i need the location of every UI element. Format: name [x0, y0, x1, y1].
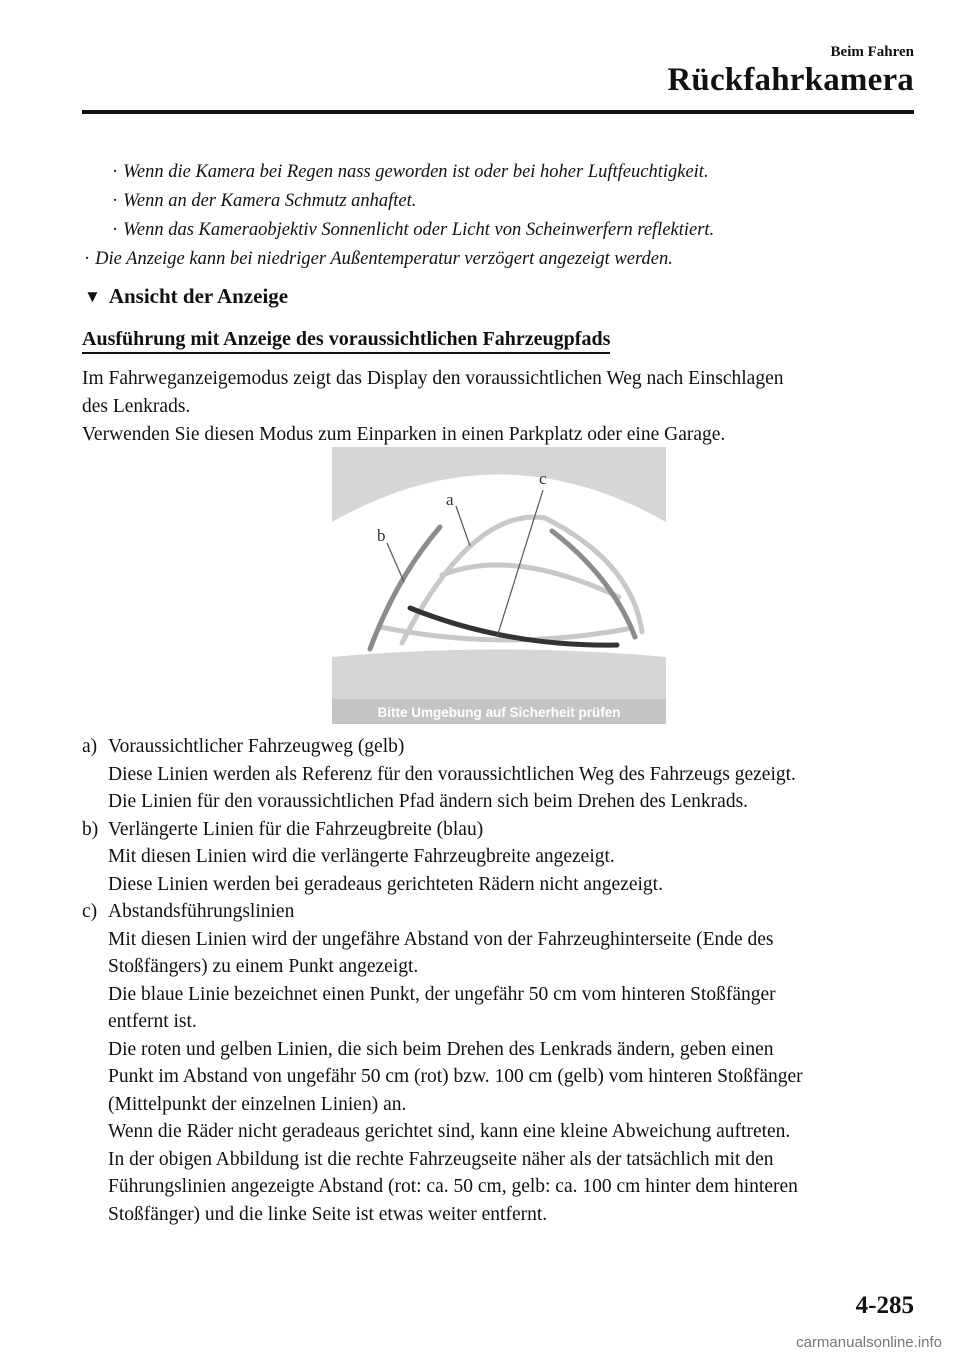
legend-line: Punkt im Abstand von ungefähr 50 cm (rot) bzw. 100 cm (gelb) vom hinteren Stoßfänger	[108, 1066, 803, 1087]
camera-display-figure	[332, 447, 666, 724]
legend-letter: c)	[82, 901, 98, 922]
header-rule	[82, 110, 914, 114]
legend-line: Mit diesen Linien wird die verlängerte Fahrzeugbreite angezeigt.	[108, 846, 615, 867]
section-heading-text: Ansicht der Anzeige	[108, 284, 289, 308]
legend-letter: a)	[82, 736, 98, 757]
watermark: carmanualsonline.info	[796, 1334, 942, 1351]
legend-item	[82, 733, 922, 816]
legend-line: Mit diesen Linien wird der ungefähre Abstand von der Fahrzeughinterseite (Ende des	[108, 928, 774, 950]
legend-line: entfernt ist.	[108, 1011, 197, 1032]
legend-item	[82, 898, 922, 1228]
note-text: Wenn das Kameraobjektiv Sonnenlicht oder Licht von Scheinwerfern reflektiert.	[123, 220, 715, 240]
legend-item	[82, 816, 922, 899]
note-text: Die Anzeige kann bei niedriger Außentemperatur verzögert angezeigt werden.	[95, 249, 673, 269]
callout-label-b: b	[377, 526, 386, 545]
legend-line: Stoßfängers) zu einem Punkt angezeigt.	[108, 956, 419, 977]
legend-line: (Mittelpunkt der einzelnen Linien) an.	[108, 1093, 407, 1115]
bullet-icon: ·	[112, 220, 119, 240]
legend-term: Verlängerte Linien für die Fahrzeugbreite (blau)	[108, 818, 484, 840]
legend-line: Die Linien für den voraussichtlichen Pfad ändern sich beim Drehen des Lenkrads.	[108, 791, 749, 812]
legend-line: Die roten und gelben Linien, die sich beim Drehen des Lenkrads ändern, geben einen	[108, 1038, 774, 1060]
screen-message: Bitte Umgebung auf Sicherheit prüfen	[377, 705, 621, 720]
intro-line: Verwenden Sie diesen Modus zum Einparken in einen Parkplatz oder eine Garage.	[82, 424, 726, 445]
callout-label-a: a	[446, 490, 454, 509]
callout-label-c: c	[539, 469, 547, 488]
legend-term: Abstandsführungslinien	[108, 901, 295, 922]
legend-line: Wenn die Räder nicht geradeaus gerichtet sind, kann eine kleine Abweichung auftreten.	[108, 1121, 791, 1142]
page-number: 4-285	[855, 1292, 914, 1319]
note-text: Wenn die Kamera bei Regen nass geworden ist oder bei hoher Luftfeuchtigkeit.	[123, 162, 709, 182]
page-title: Rückfahrkamera	[667, 62, 914, 98]
legend-letter: b)	[82, 818, 99, 840]
bullet-icon: ·	[112, 162, 119, 182]
note-item	[112, 160, 709, 184]
running-header-section: Beim Fahren	[830, 44, 914, 60]
intro-line: Im Fahrweganzeigemodus zeigt das Display den voraussichtlichen Weg nach Einschlagen	[82, 368, 784, 389]
bullet-icon: ·	[84, 249, 91, 269]
note-item	[84, 247, 673, 271]
legend-line: Führungslinien angezeigte Abstand (rot: ca. 50 cm, gelb: ca. 100 cm hinter dem hinteren	[108, 1176, 798, 1197]
legend-line: Diese Linien werden als Referenz für den voraussichtlichen Weg des Fahrzeugs gezeigt.	[108, 763, 796, 785]
bullet-icon: ·	[112, 191, 119, 211]
legend-line: Diese Linien werden bei geradeaus gerichteten Rädern nicht angezeigt.	[108, 873, 663, 895]
legend-list	[82, 733, 922, 1228]
legend-term: Voraussichtlicher Fahrzeugweg (gelb)	[108, 736, 405, 757]
note-item	[112, 218, 714, 242]
note-text: Wenn an der Kamera Schmutz anhaftet.	[123, 191, 417, 211]
intro-paragraph	[82, 365, 784, 449]
intro-line: des Lenkrads.	[82, 396, 191, 417]
triangle-down-icon: ▼	[84, 287, 101, 306]
variant-title: Ausführung mit Anzeige des voraussichtlichen Fahrzeugpfads	[82, 328, 610, 354]
legend-line: In der obigen Abbildung ist die rechte Fahrzeugseite näher als der tatsächlich mit den	[108, 1148, 774, 1170]
section-heading	[84, 284, 288, 309]
legend-line: Die blaue Linie bezeichnet einen Punkt, der ungefähr 50 cm vom hinteren Stoßfänger	[108, 983, 776, 1005]
note-item	[112, 189, 416, 213]
legend-line: Stoßfänger) und die linke Seite ist etwas weiter entfernt.	[108, 1203, 548, 1225]
